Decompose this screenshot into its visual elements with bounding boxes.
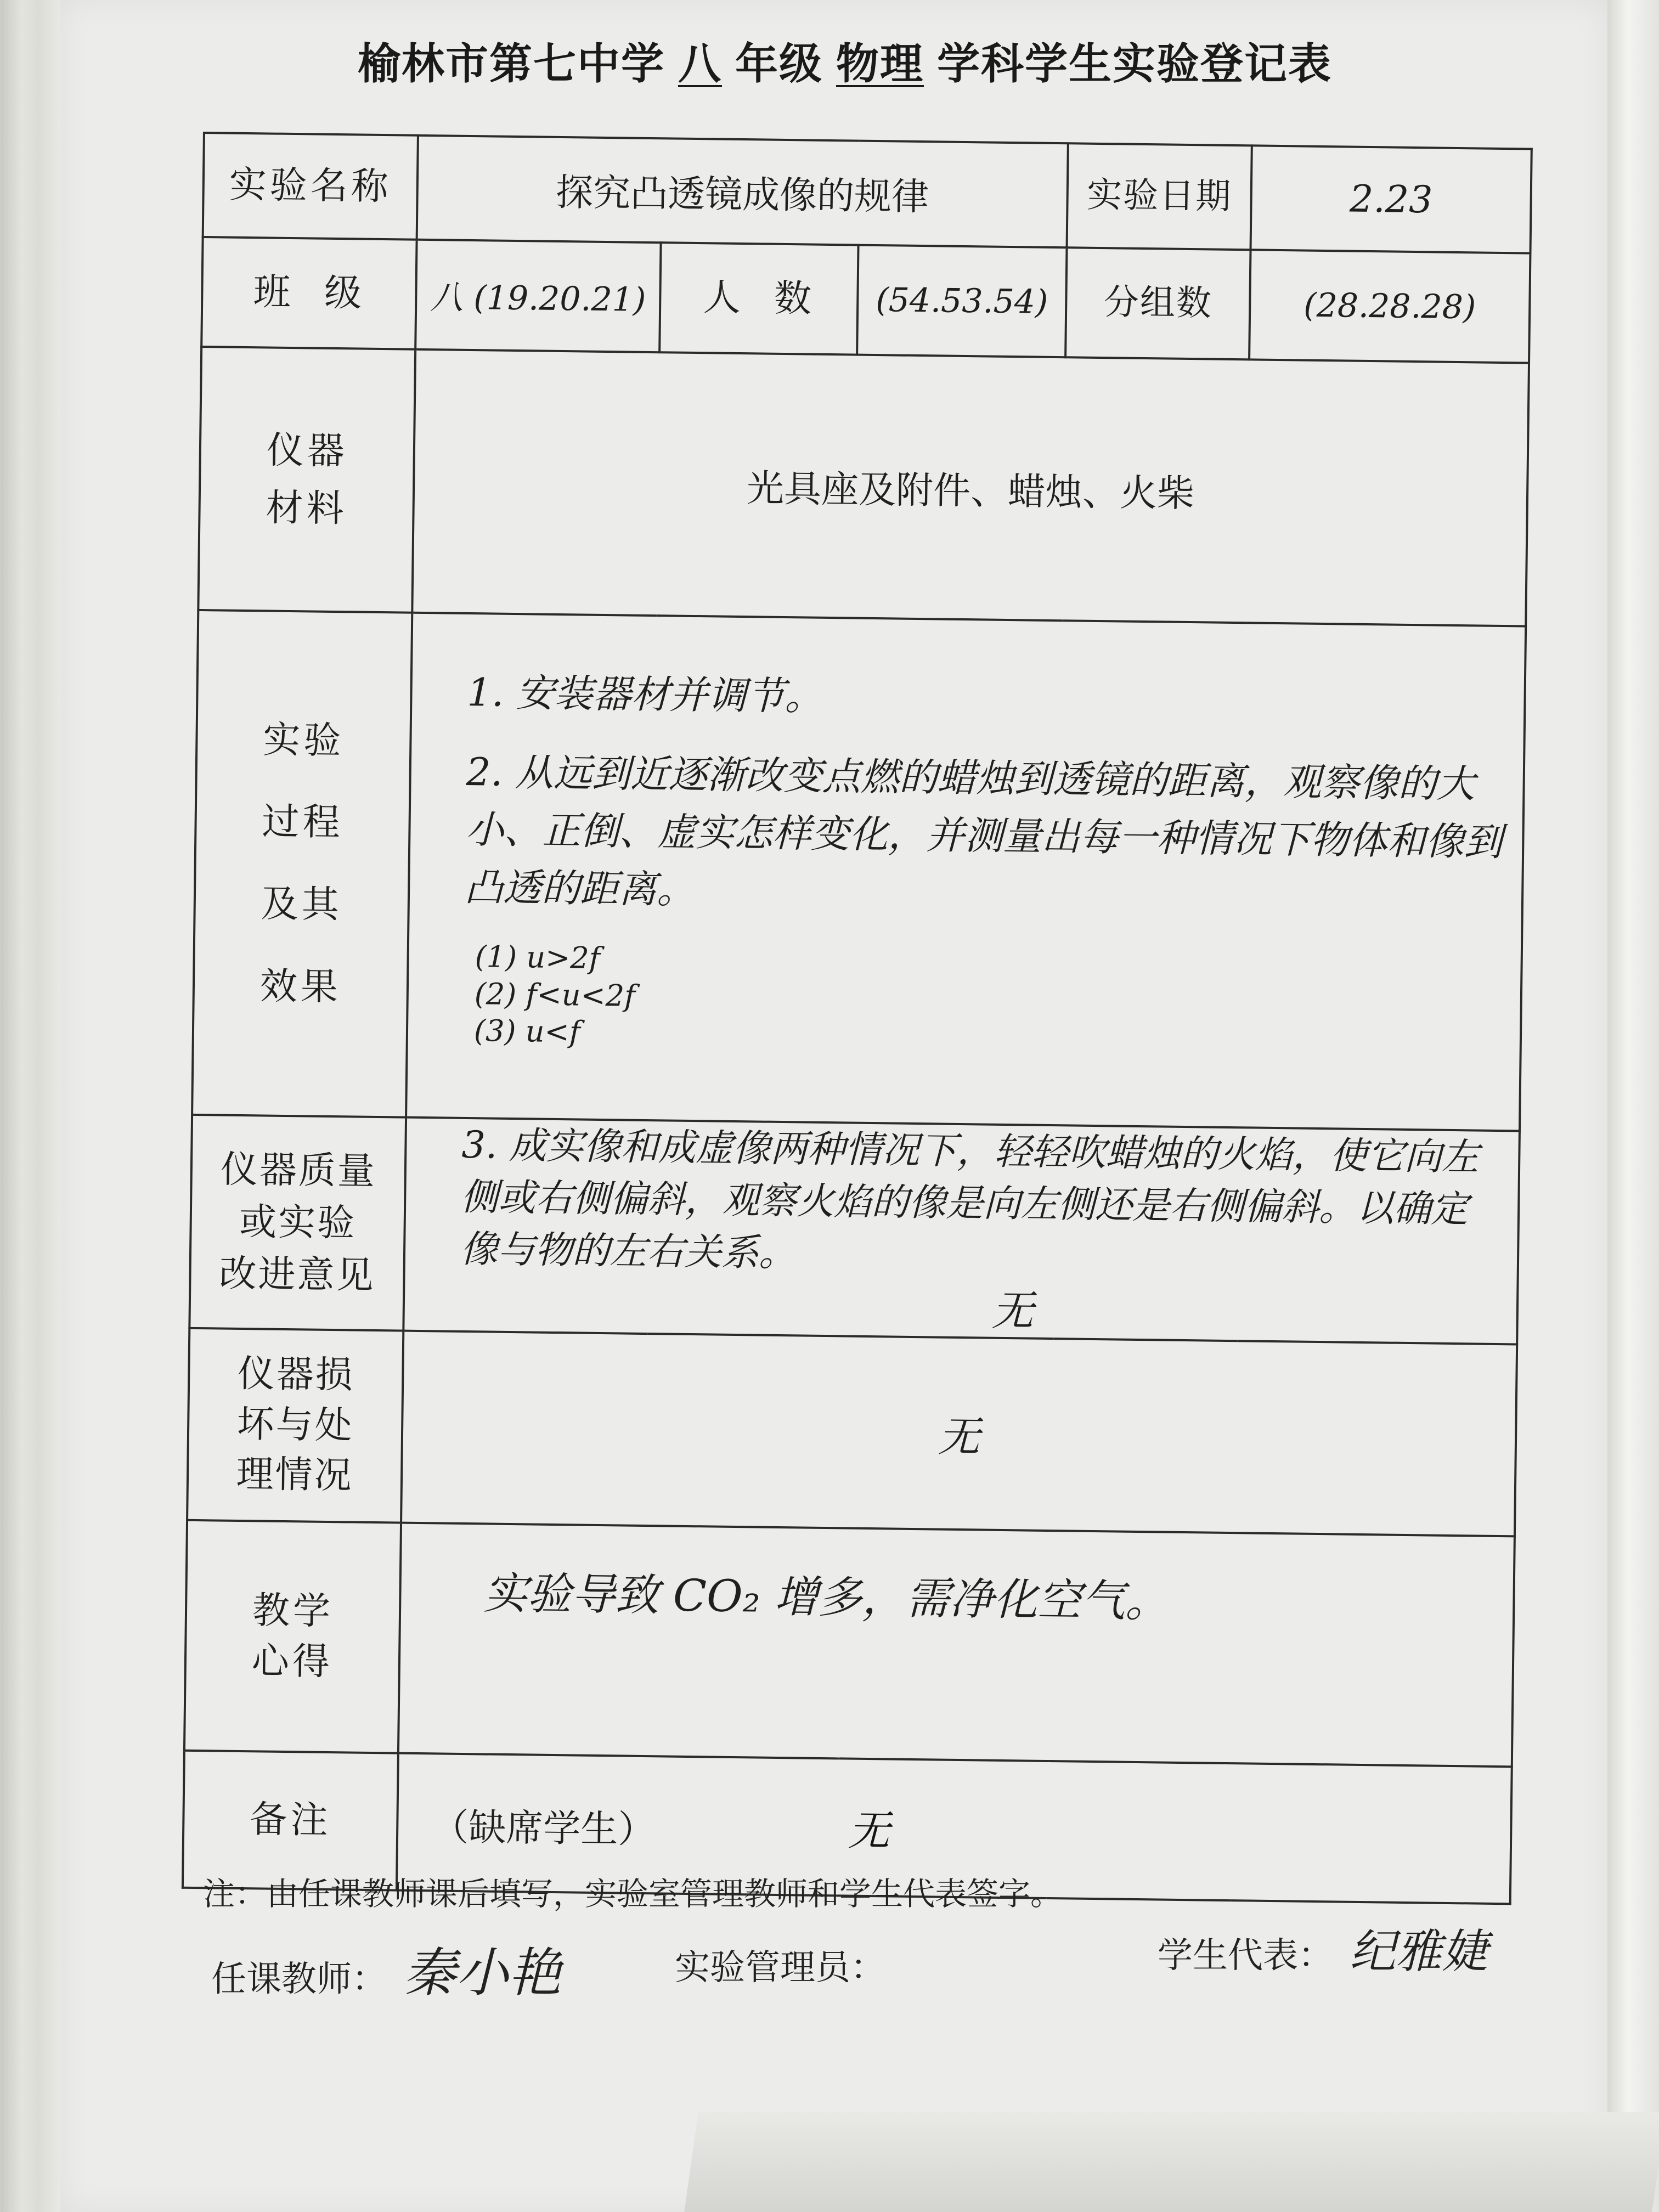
admin-label: 实验管理员： xyxy=(675,1948,885,1988)
page-stack-edge xyxy=(1607,0,1659,2212)
process-step-1: 1. 安装器材并调节。 xyxy=(467,669,824,719)
admin-signature-row xyxy=(675,1939,885,1990)
quality-value: 无 xyxy=(991,1285,1034,1335)
damage-label: 仪器损 坏与处 理情况 xyxy=(187,1328,403,1522)
experiment-name-value: 探究凸透镜成像的规律 xyxy=(417,136,1068,247)
student-signature: 纪雅婕 xyxy=(1350,1925,1488,1978)
process-sub-1: (1) u>2f xyxy=(475,939,601,975)
date-label: 实验日期 xyxy=(1067,143,1252,250)
experiment-name-label: 实验名称 xyxy=(203,133,418,240)
form-footnote: 注：由任课教师课后填写，实验室管理教师和学生代表签字。 xyxy=(203,1875,1063,1912)
grade-blank: 八 xyxy=(678,40,722,89)
process-sub-3: (3) u<f xyxy=(473,1013,581,1049)
school-name: 榆林市第七中学 xyxy=(357,40,665,89)
process-step-3: 3. 成实像和成虚像两种情况下，轻轻吹蜡烛的火焰，使它向左侧或右侧偏斜，观察火焰的像是向左侧还是右侧偏斜。以确定像与物的左右关系。 xyxy=(460,1123,1480,1276)
student-label: 学生代表： xyxy=(1158,1936,1333,1976)
subject-blank: 物理 xyxy=(836,40,924,89)
count-value: (54.53.54) xyxy=(857,245,1066,358)
equipment-value: 光具座及附件、蜡烛、火柴 xyxy=(412,349,1529,627)
teaching-label: 教学 心得 xyxy=(184,1520,401,1753)
damage-value: 无 xyxy=(401,1330,1517,1536)
remarks-value: 无 xyxy=(848,1805,890,1855)
remarks-prefix: （缺席学生） xyxy=(431,1805,656,1852)
quality-label: 仪器质量 或实验 改进意见 xyxy=(189,1115,406,1330)
form-title xyxy=(208,22,1481,99)
date-value: 2.23 xyxy=(1251,145,1532,253)
quality-content xyxy=(403,1118,1520,1344)
teacher-signature-row xyxy=(211,1931,561,2006)
page-stack-bottom xyxy=(684,2112,1659,2212)
process-content xyxy=(406,613,1526,1131)
equipment-label: 仪器 材料 xyxy=(198,347,415,613)
title-suffix: 学科学生实验登记表 xyxy=(937,40,1333,89)
groups-label: 分组数 xyxy=(1065,247,1250,359)
class-label: 班 级 xyxy=(201,237,416,349)
experiment-form-table xyxy=(182,132,1533,1905)
grade-suffix: 年级 xyxy=(735,40,823,89)
count-label: 人 数 xyxy=(659,242,858,354)
process-sub-2: (2) f<u<2f xyxy=(474,976,636,1013)
teacher-signature: 秦小艳 xyxy=(403,1942,561,2004)
student-signature-row xyxy=(1158,1915,1488,1981)
teacher-label: 任课教师： xyxy=(211,1959,387,2000)
class-value: 八 (19.20.21) xyxy=(415,240,661,352)
teaching-value: 实验导致 CO₂ 增多，需净化空气。 xyxy=(398,1522,1515,1767)
groups-value: (28.28.28) xyxy=(1249,250,1530,363)
process-label: 实验 过程 及其 效果 xyxy=(192,610,412,1118)
process-step-2: 2. 从远到近逐渐改变点燃的蜡烛到透镜的距离，观察像的大小、正倒、虚实怎样变化，并测量出每一种情况下物体和像到凸透的距离。 xyxy=(464,749,1503,913)
remarks-label: 备注 xyxy=(183,1750,398,1890)
